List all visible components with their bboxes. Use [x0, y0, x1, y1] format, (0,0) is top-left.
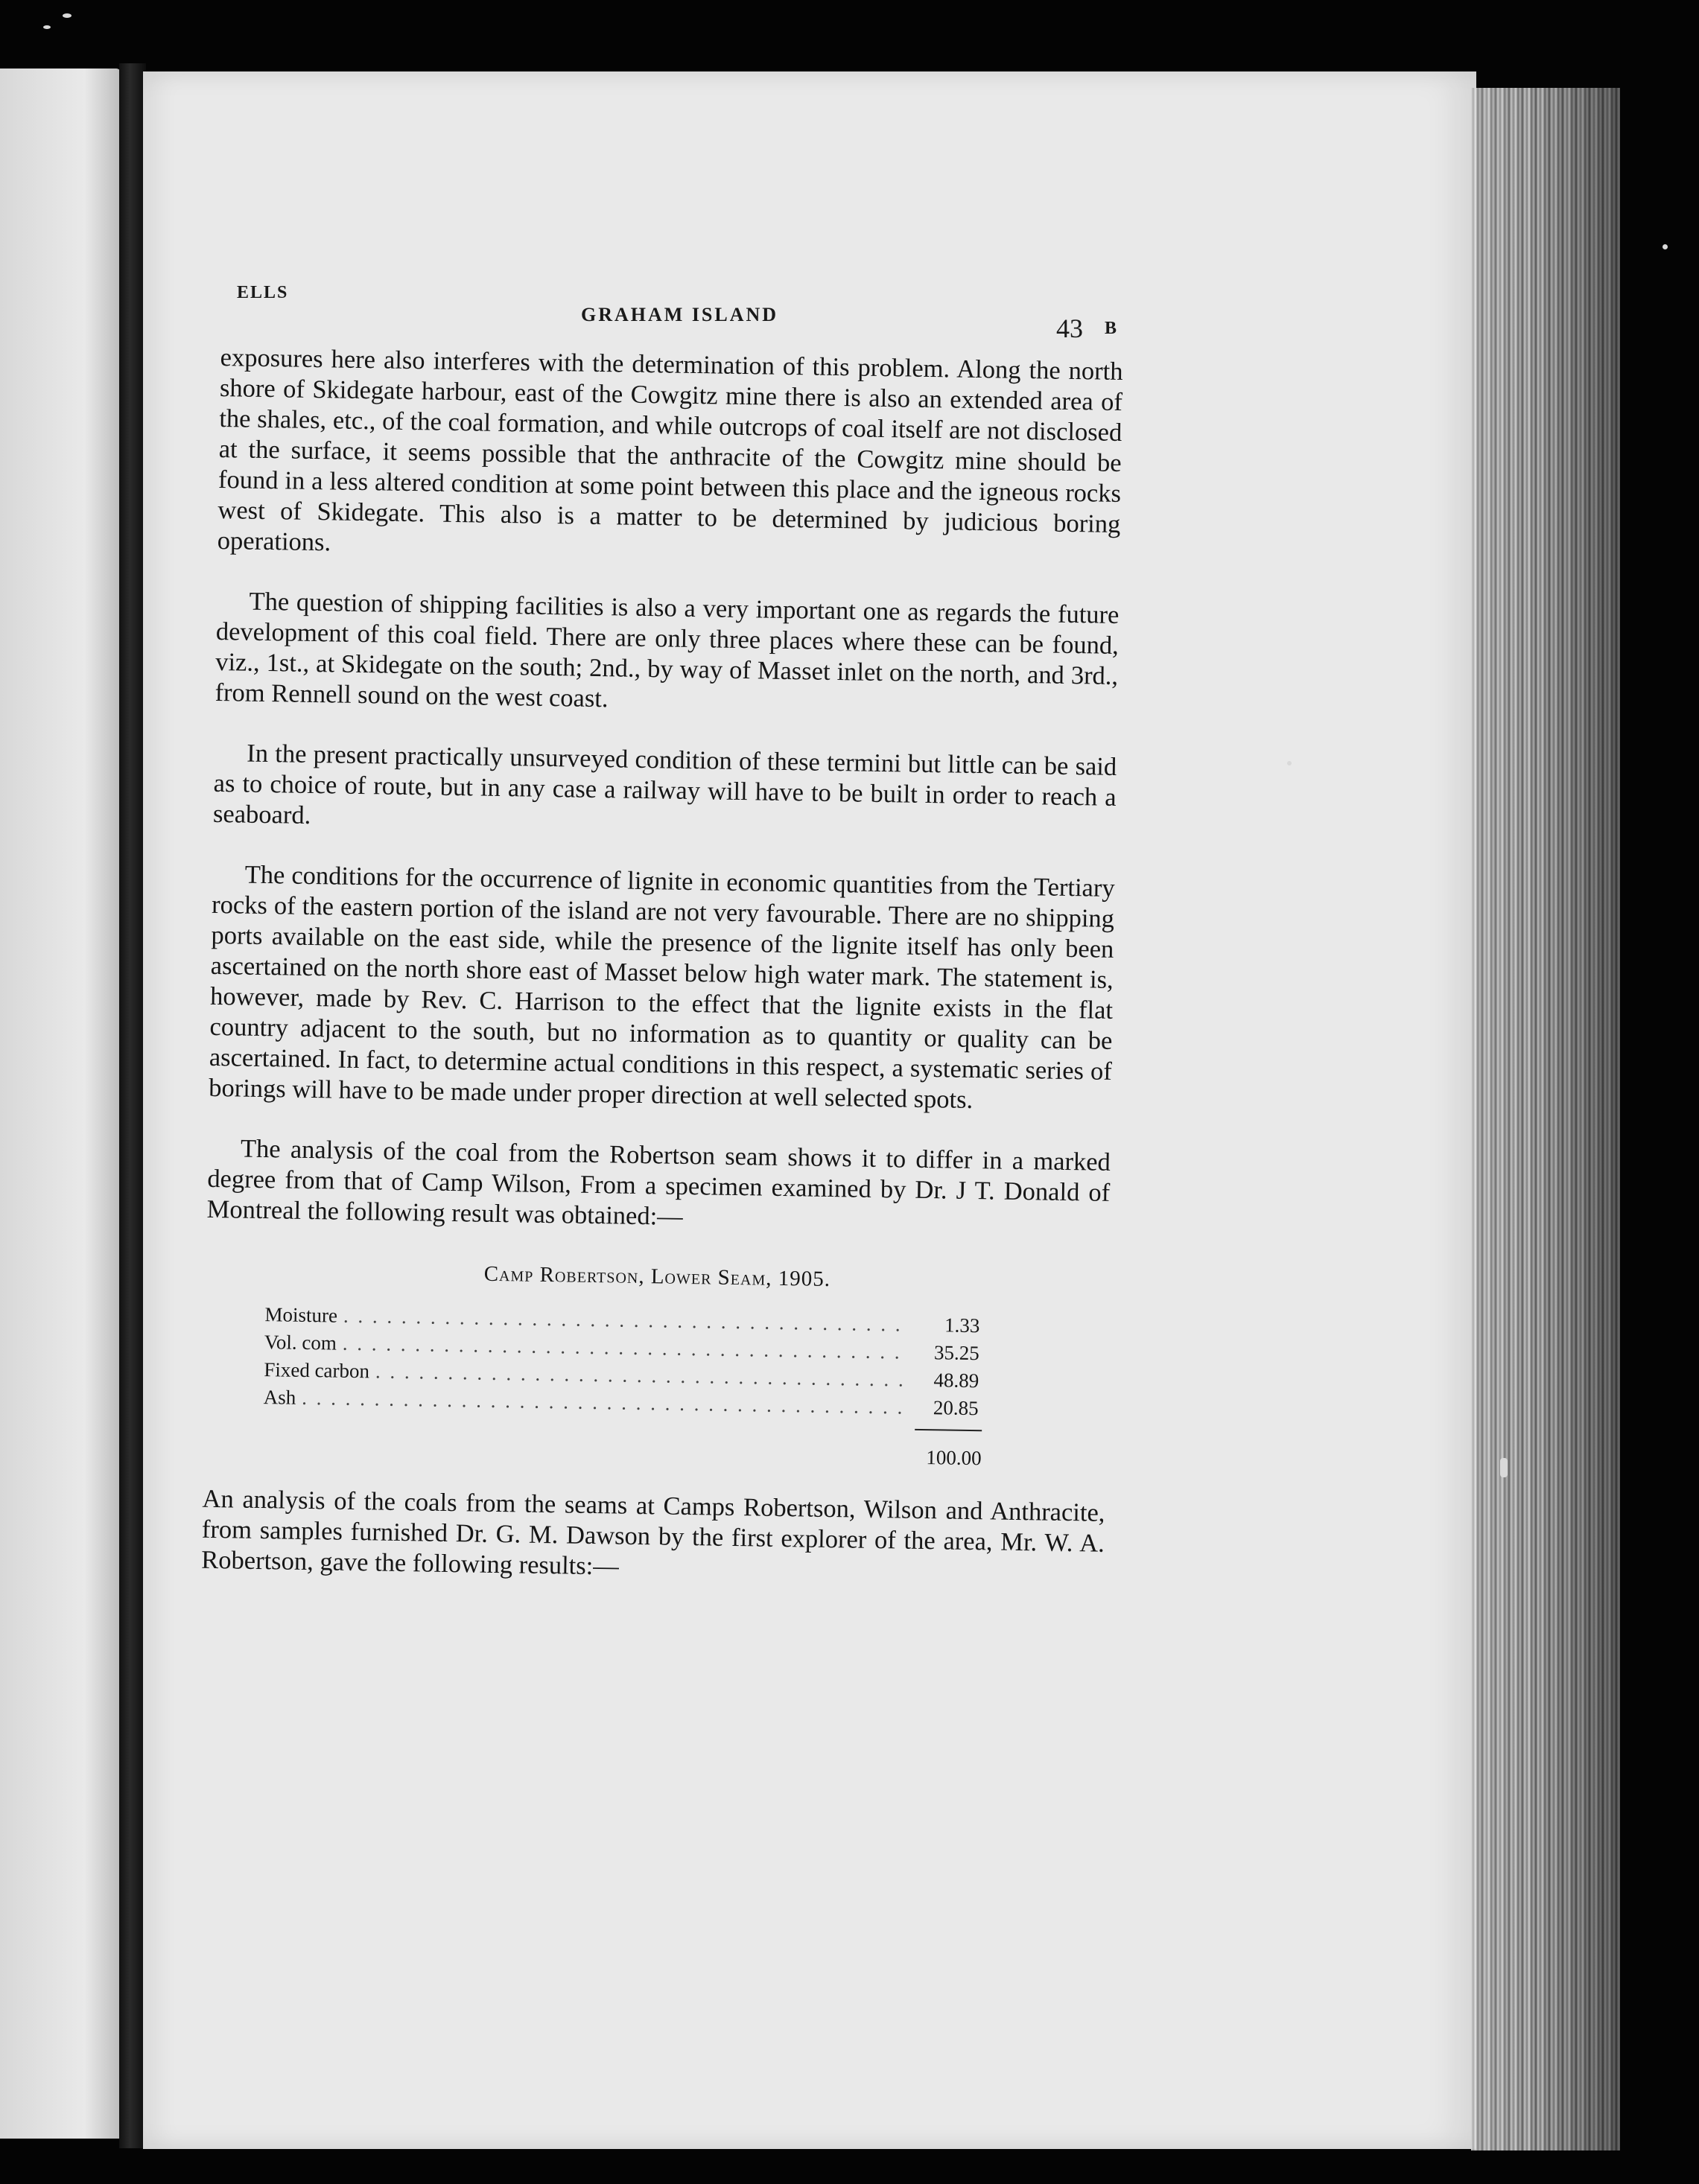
table-caption: Camp Robertson, Lower Seam, 1905. [483, 1261, 831, 1292]
row-value: 20.85 [933, 1396, 979, 1420]
row-value: 48.89 [933, 1369, 979, 1392]
page-number: 43 [1056, 313, 1083, 343]
row-value: 1.33 [944, 1314, 980, 1337]
body-paragraph: The conditions for the occurrence of lignite in economic quantities from the Tertiary rocks of the eastern portion of the island are not very favourable. There are no shipping ports available on the east side, while the presence of the lignite itself has only been ascertained on the north shore east of Masset below high water mark. The statement is, however, made by Rev. C. Harrison to the effect that the lignite exists in the flat country adjacent to the south, but no information as to quantity or quality can be ascertained. In fact, to determine actual conditions in this respect, a systematic series of borings will have to be made under proper direction at well selected spots. [208, 860, 1115, 1114]
row-label: Ash [263, 1386, 296, 1409]
total-rule [915, 1429, 982, 1431]
row-label: Vol. com [264, 1331, 337, 1354]
book-gutter [119, 63, 146, 2148]
body-paragraph: The analysis of the coal from the Robertson seam shows it to differ in a marked degree from that of Camp Wilson, From a specimen examined by Dr. J T. Donald of Montreal the following result was obtained:— [206, 1134, 1111, 1231]
running-head-author: ELLS [237, 283, 289, 302]
body-paragraph: In the present practically unsurveyed condition of these termini but little can be said as to choice of route, but in any case a railway will have to be built in order to reach a seaboard. [212, 739, 1117, 830]
previous-page-edge [0, 69, 121, 2139]
table-total: 100.00 [926, 1446, 982, 1470]
scan-speck [63, 13, 72, 18]
running-head-title: GRAHAM ISLAND [581, 304, 779, 325]
scan-speck [1500, 1458, 1508, 1477]
scan-speck [1663, 244, 1668, 249]
page-body [200, 343, 1122, 1620]
row-value: 35.25 [933, 1341, 980, 1365]
scan-speck [43, 25, 51, 29]
page-number-suffix: B [1105, 319, 1117, 338]
body-paragraph: The question of shipping facilities is also a very important one as regards the future development of this coal field. There are only three places where these can be found, viz., 1st., at Skidegate on the south; 2nd., by way of Masset inlet on the north, and 3rd., from Rennell sound on the west coast. [215, 587, 1120, 713]
scan-speck [1287, 761, 1292, 765]
row-label: Moisture [264, 1303, 338, 1327]
row-label: Fixed carbon [264, 1358, 370, 1383]
body-paragraph: An analysis of the coals from the seams at Camps Robertson, Wilson and Anthracite, from samples furnished Dr. G. M. Dawson by the first explorer of the area, Mr. W. A. Robertson, gave the following results:— [201, 1484, 1105, 1581]
fore-edge-page-stack [1471, 88, 1620, 2150]
body-paragraph: exposures here also interferes with the determination of this problem. Along the north shore of Skidegate harbour, east of the Cowgitz mine there is also an extended area of the shales, etc., of the coal formation, and while outcrops of coal itself are not disclosed at the surface, it seems possible that the anthracite of the Cowgitz mine should be found in a less altered condition at some point between this place and the igneous rocks west of Skidegate. This also is a matter to be determined by judicious boring operations. [217, 343, 1123, 557]
coal-analysis-table [203, 1255, 1108, 1476]
